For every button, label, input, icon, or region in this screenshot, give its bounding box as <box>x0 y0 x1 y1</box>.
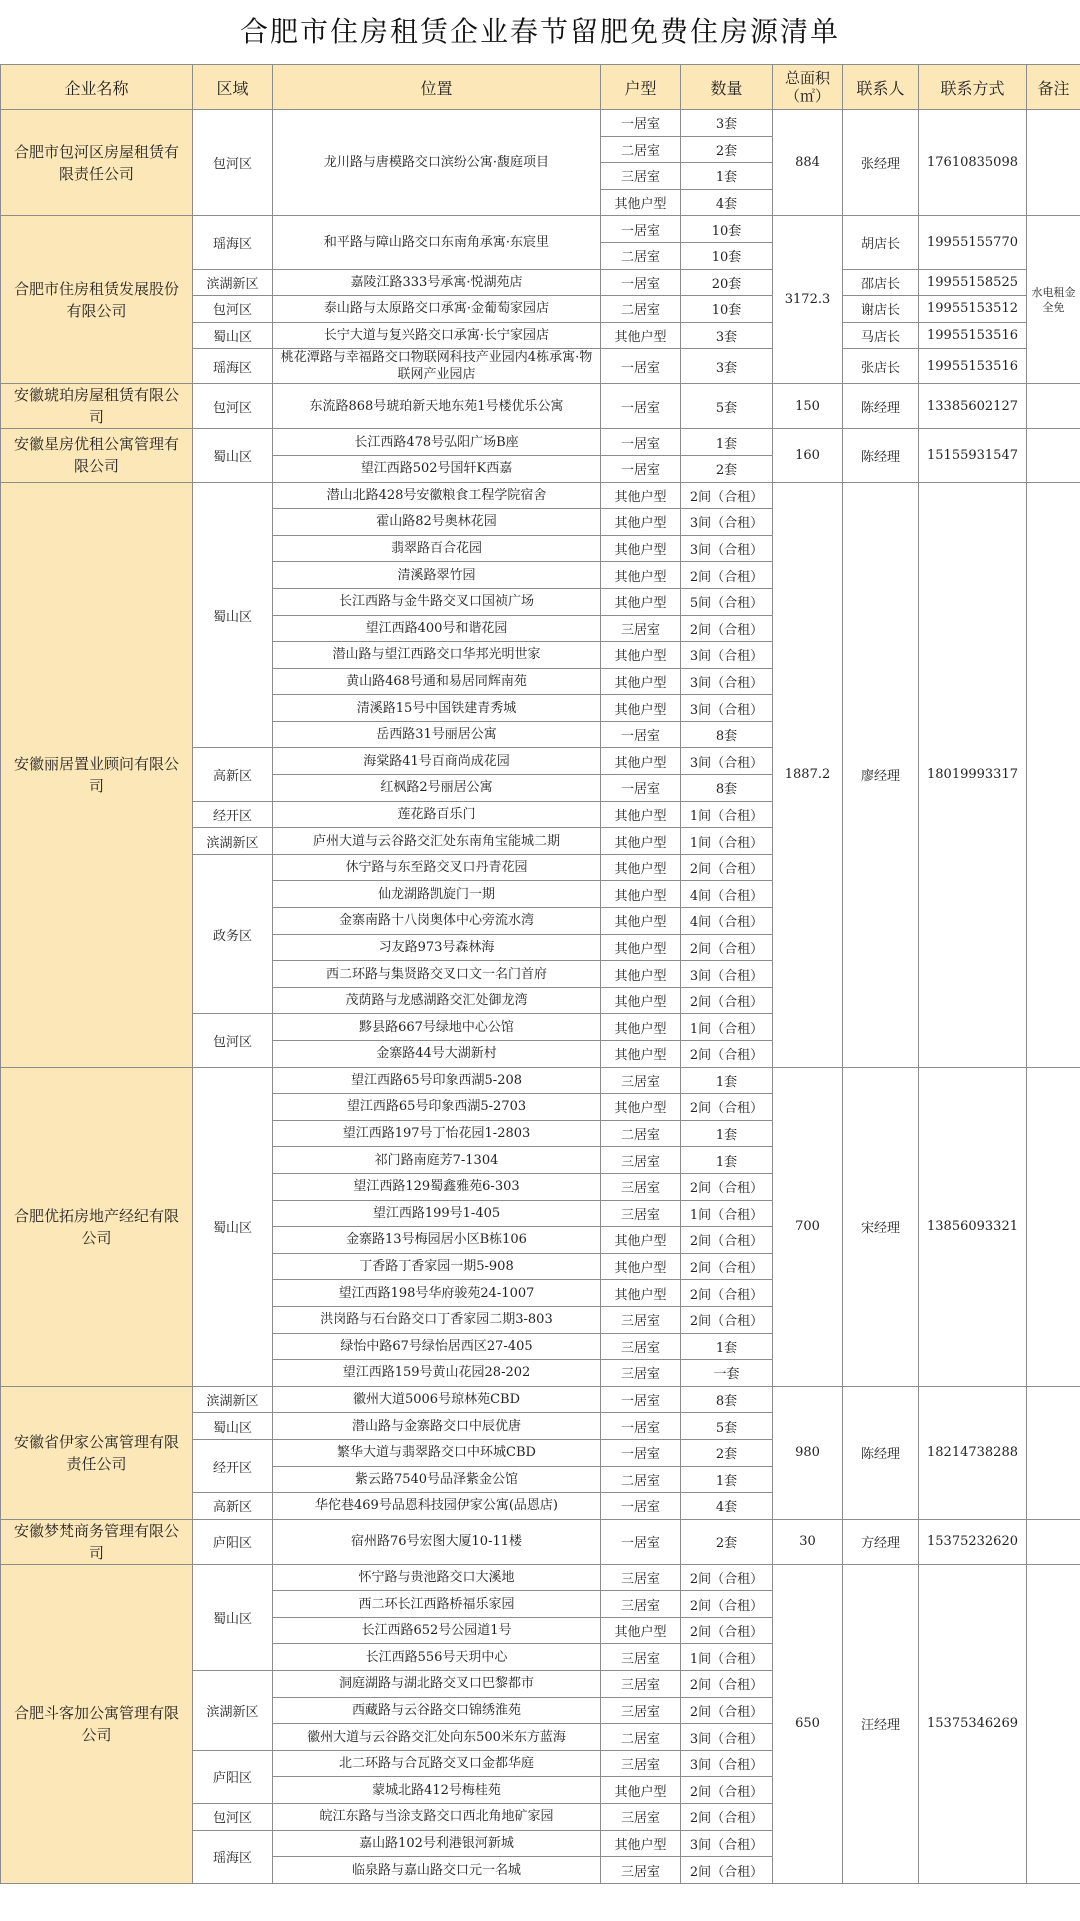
quantity-cell: 2间（合租） <box>681 1697 773 1724</box>
unit-type-cell: 三居室 <box>601 1067 681 1094</box>
phone-cell: 15155931547 <box>919 429 1027 482</box>
contact-cell: 陈经理 <box>843 384 919 429</box>
quantity-cell: 1套 <box>681 1147 773 1174</box>
unit-type-cell: 一居室 <box>601 1493 681 1520</box>
unit-type-cell: 二居室 <box>601 242 681 269</box>
unit-type-cell: 其他户型 <box>601 828 681 855</box>
quantity-cell: 1间（合租） <box>681 1014 773 1041</box>
phone-cell: 19955158525 <box>919 269 1027 296</box>
company-name: 合肥市包河区房屋租赁有限责任公司 <box>1 110 193 216</box>
quantity-cell: 1套 <box>681 1067 773 1094</box>
location-cell: 望江西路159号黄山花园28-202 <box>273 1360 601 1387</box>
contact-cell: 宋经理 <box>843 1067 919 1386</box>
unit-type-cell: 一居室 <box>601 216 681 243</box>
unit-type-cell: 其他户型 <box>601 1617 681 1644</box>
contact-cell: 谢店长 <box>843 296 919 323</box>
company-name: 安徽琥珀房屋租赁有限公司 <box>1 384 193 429</box>
unit-type-cell: 一居室 <box>601 1439 681 1466</box>
location-cell: 长宁大道与复兴路交口承寓·长宁家园店 <box>273 322 601 349</box>
table-row <box>1 1067 1080 1094</box>
unit-type-cell: 三居室 <box>601 1564 681 1591</box>
unit-type-cell: 其他户型 <box>601 854 681 881</box>
district-cell: 滨湖新区 <box>193 269 273 296</box>
unit-type-cell: 二居室 <box>601 1466 681 1493</box>
table-row <box>1 216 1080 243</box>
location-cell: 洞庭湖路与湖北路交叉口巴黎都市 <box>273 1671 601 1698</box>
location-cell: 繁华大道与翡翠路交口中环城CBD <box>273 1439 601 1466</box>
quantity-cell: 2间（合租） <box>681 1804 773 1831</box>
district-cell: 高新区 <box>193 748 273 801</box>
quantity-cell: 2间（合租） <box>681 1041 773 1068</box>
unit-type-cell: 其他户型 <box>601 1014 681 1041</box>
unit-type-cell: 一居室 <box>601 721 681 748</box>
quantity-cell: 2套 <box>681 1439 773 1466</box>
phone-cell: 18019993317 <box>919 482 1027 1067</box>
phone-cell: 15375346269 <box>919 1564 1027 1883</box>
header-phone: 联系方式 <box>919 65 1027 110</box>
phone-cell: 19955153512 <box>919 296 1027 323</box>
district-cell: 滨湖新区 <box>193 1671 273 1751</box>
note-cell <box>1027 1386 1080 1519</box>
total-area-cell: 700 <box>773 1067 843 1386</box>
location-cell: 望江西路65号印象西湖5-2703 <box>273 1094 601 1121</box>
table-row <box>1 1519 1080 1564</box>
quantity-cell: 3套 <box>681 110 773 137</box>
unit-type-cell: 其他户型 <box>601 801 681 828</box>
quantity-cell: 1间（合租） <box>681 1200 773 1227</box>
phone-cell: 15375232620 <box>919 1519 1027 1564</box>
quantity-cell: 2间（合租） <box>681 1306 773 1333</box>
note-cell: 水电租金全免 <box>1027 216 1080 384</box>
total-area-cell: 980 <box>773 1386 843 1519</box>
header-note: 备注 <box>1027 65 1080 110</box>
unit-type-cell: 一居室 <box>601 775 681 802</box>
unit-type-cell: 二居室 <box>601 1724 681 1751</box>
location-cell: 潜山北路428号安徽粮食工程学院宿舍 <box>273 482 601 509</box>
quantity-cell: 4套 <box>681 1493 773 1520</box>
quantity-cell: 2间（合租） <box>681 854 773 881</box>
unit-type-cell: 三居室 <box>601 1306 681 1333</box>
phone-cell: 13385602127 <box>919 384 1027 429</box>
location-cell: 泰山路与太原路交口承寓·金葡萄家园店 <box>273 296 601 323</box>
table-row <box>1 110 1080 137</box>
district-cell: 蜀山区 <box>193 482 273 748</box>
phone-cell: 13856093321 <box>919 1067 1027 1386</box>
unit-type-cell: 三居室 <box>601 1857 681 1884</box>
district-cell: 蜀山区 <box>193 1564 273 1670</box>
phone-cell: 17610835098 <box>919 110 1027 216</box>
quantity-cell: 2间（合租） <box>681 987 773 1014</box>
location-cell: 洪岗路与石台路交口丁香家园二期3-803 <box>273 1306 601 1333</box>
unit-type-cell: 其他户型 <box>601 1253 681 1280</box>
location-cell: 望江西路198号华府骏苑24-1007 <box>273 1280 601 1307</box>
quantity-cell: 1间（合租） <box>681 828 773 855</box>
location-cell: 翡翠路百合花园 <box>273 535 601 562</box>
quantity-cell: 1间（合租） <box>681 1644 773 1671</box>
unit-type-cell: 一居室 <box>601 1386 681 1413</box>
quantity-cell: 2间（合租） <box>681 1253 773 1280</box>
district-cell: 经开区 <box>193 1439 273 1492</box>
total-area-cell: 884 <box>773 110 843 216</box>
quantity-cell: 1套 <box>681 429 773 456</box>
location-cell: 丁香路丁香家园一期5-908 <box>273 1253 601 1280</box>
contact-cell: 马店长 <box>843 322 919 349</box>
location-cell: 红枫路2号丽居公寓 <box>273 775 601 802</box>
total-area-cell: 1887.2 <box>773 482 843 1067</box>
quantity-cell: 2间（合租） <box>681 934 773 961</box>
district-cell: 庐阳区 <box>193 1519 273 1564</box>
quantity-cell: 2间（合租） <box>681 482 773 509</box>
quantity-cell: 2间（合租） <box>681 1857 773 1884</box>
total-area-cell: 30 <box>773 1519 843 1564</box>
quantity-cell: 8套 <box>681 721 773 748</box>
district-cell: 包河区 <box>193 296 273 323</box>
contact-cell: 胡店长 <box>843 216 919 269</box>
location-cell: 紫云路7540号品泽紫金公馆 <box>273 1466 601 1493</box>
unit-type-cell: 一居室 <box>601 429 681 456</box>
location-cell: 望江西路502号国轩K西嘉 <box>273 455 601 482</box>
contact-cell: 陈经理 <box>843 429 919 482</box>
location-cell: 望江西路65号印象西湖5-208 <box>273 1067 601 1094</box>
unit-type-cell: 二居室 <box>601 296 681 323</box>
quantity-cell: 8套 <box>681 775 773 802</box>
phone-cell: 19955155770 <box>919 216 1027 269</box>
unit-type-cell: 其他户型 <box>601 189 681 216</box>
location-cell: 望江西路129蜀鑫雅苑6-303 <box>273 1173 601 1200</box>
location-cell: 长江西路556号天玥中心 <box>273 1644 601 1671</box>
contact-cell: 陈经理 <box>843 1386 919 1519</box>
header-contact: 联系人 <box>843 65 919 110</box>
location-cell: 休宁路与东至路交叉口丹青花园 <box>273 854 601 881</box>
quantity-cell: 4间（合租） <box>681 908 773 935</box>
note-cell <box>1027 1519 1080 1564</box>
header-company: 企业名称 <box>1 65 193 110</box>
district-cell: 瑶海区 <box>193 1830 273 1883</box>
quantity-cell: 3套 <box>681 349 773 384</box>
unit-type-cell: 三居室 <box>601 1671 681 1698</box>
quantity-cell: 10套 <box>681 216 773 243</box>
company-name: 合肥优拓房地产经纪有限公司 <box>1 1067 193 1386</box>
note-cell <box>1027 110 1080 216</box>
quantity-cell: 5套 <box>681 1413 773 1440</box>
total-area-cell: 150 <box>773 384 843 429</box>
quantity-cell: 3间（合租） <box>681 695 773 722</box>
quantity-cell: 3间（合租） <box>681 748 773 775</box>
unit-type-cell: 其他户型 <box>601 987 681 1014</box>
location-cell: 怀宁路与贵池路交口大溪地 <box>273 1564 601 1591</box>
district-cell: 包河区 <box>193 110 273 216</box>
quantity-cell: 1套 <box>681 1466 773 1493</box>
location-cell: 清溪路翠竹园 <box>273 562 601 589</box>
unit-type-cell: 其他户型 <box>601 509 681 536</box>
location-cell: 金寨路44号大湖新村 <box>273 1041 601 1068</box>
location-cell: 西藏路与云谷路交口锦绣淮苑 <box>273 1697 601 1724</box>
quantity-cell: 2间（合租） <box>681 1280 773 1307</box>
quantity-cell: 2间（合租） <box>681 1671 773 1698</box>
district-cell: 高新区 <box>193 1493 273 1520</box>
quantity-cell: 3间（合租） <box>681 1830 773 1857</box>
contact-cell: 张经理 <box>843 110 919 216</box>
company-name: 合肥斗客加公寓管理有限公司 <box>1 1564 193 1883</box>
table-row <box>1 1564 1080 1591</box>
district-cell: 经开区 <box>193 801 273 828</box>
total-area-cell: 3172.3 <box>773 216 843 384</box>
note-cell <box>1027 482 1080 1067</box>
quantity-cell: 2套 <box>681 136 773 163</box>
location-cell: 黟县路667号绿地中心公馆 <box>273 1014 601 1041</box>
location-cell: 嘉山路102号利港银河新城 <box>273 1830 601 1857</box>
contact-cell: 廖经理 <box>843 482 919 1067</box>
quantity-cell: 4套 <box>681 189 773 216</box>
phone-cell: 19955153516 <box>919 322 1027 349</box>
unit-type-cell: 三居室 <box>601 1804 681 1831</box>
unit-type-cell: 其他户型 <box>601 642 681 669</box>
quantity-cell: 2套 <box>681 1519 773 1564</box>
unit-type-cell: 三居室 <box>601 615 681 642</box>
quantity-cell: 1间（合租） <box>681 801 773 828</box>
unit-type-cell: 三居室 <box>601 1360 681 1387</box>
quantity-cell: 3间（合租） <box>681 509 773 536</box>
location-cell: 宿州路76号宏图大厦10-11楼 <box>273 1519 601 1564</box>
district-cell: 政务区 <box>193 854 273 1014</box>
district-cell: 庐阳区 <box>193 1750 273 1803</box>
unit-type-cell: 其他户型 <box>601 535 681 562</box>
unit-type-cell: 三居室 <box>601 1750 681 1777</box>
header-total-area: 总面积（㎡） <box>773 65 843 110</box>
location-cell: 茂荫路与龙感湖路交汇处御龙湾 <box>273 987 601 1014</box>
unit-type-cell: 一居室 <box>601 384 681 429</box>
district-cell: 蜀山区 <box>193 429 273 482</box>
quantity-cell: 2间（合租） <box>681 1617 773 1644</box>
note-cell <box>1027 1067 1080 1386</box>
location-cell: 西二环长江西路桥福乐家园 <box>273 1591 601 1618</box>
company-name: 安徽星房优租公寓管理有限公司 <box>1 429 193 482</box>
unit-type-cell: 其他户型 <box>601 1041 681 1068</box>
district-cell: 滨湖新区 <box>193 828 273 855</box>
quantity-cell: 10套 <box>681 242 773 269</box>
unit-type-cell: 其他户型 <box>601 1777 681 1804</box>
district-cell: 蜀山区 <box>193 322 273 349</box>
quantity-cell: 5套 <box>681 384 773 429</box>
location-cell: 徽州大道5006号琼林苑CBD <box>273 1386 601 1413</box>
note-cell <box>1027 384 1080 429</box>
district-cell: 包河区 <box>193 1804 273 1831</box>
district-cell: 包河区 <box>193 1014 273 1067</box>
quantity-cell: 3间（合租） <box>681 1750 773 1777</box>
header-district: 区域 <box>193 65 273 110</box>
quantity-cell: 4间（合租） <box>681 881 773 908</box>
header-type: 户型 <box>601 65 681 110</box>
location-cell: 潜山路与金寨路交口中辰优唐 <box>273 1413 601 1440</box>
company-name: 安徽梦梵商务管理有限公司 <box>1 1519 193 1564</box>
unit-type-cell: 其他户型 <box>601 322 681 349</box>
location-cell: 霍山路82号奥林花园 <box>273 509 601 536</box>
header-location: 位置 <box>273 65 601 110</box>
table-row <box>1 384 1080 429</box>
unit-type-cell: 其他户型 <box>601 881 681 908</box>
quantity-cell: 2套 <box>681 455 773 482</box>
location-cell: 望江西路197号丁怡花园1-2803 <box>273 1120 601 1147</box>
unit-type-cell: 一居室 <box>601 1519 681 1564</box>
location-cell: 黄山路468号通和易居同辉南苑 <box>273 668 601 695</box>
company-name: 安徽省伊家公寓管理有限责任公司 <box>1 1386 193 1519</box>
location-cell: 华佗巷469号品恩科技园伊家公寓(品恩店) <box>273 1493 601 1520</box>
quantity-cell: 3间（合租） <box>681 1724 773 1751</box>
unit-type-cell: 其他户型 <box>601 934 681 961</box>
unit-type-cell: 其他户型 <box>601 1227 681 1254</box>
quantity-cell: 2间（合租） <box>681 1777 773 1804</box>
quantity-cell: 3套 <box>681 322 773 349</box>
quantity-cell: 2间（合租） <box>681 1591 773 1618</box>
table-row <box>1 482 1080 509</box>
quantity-cell: 3间（合租） <box>681 668 773 695</box>
district-cell: 瑶海区 <box>193 216 273 269</box>
quantity-cell: 2间（合租） <box>681 562 773 589</box>
page-title: 合肥市住房租赁企业春节留肥免费住房源清单 <box>239 15 840 48</box>
unit-type-cell: 三居室 <box>601 1591 681 1618</box>
unit-type-cell: 三居室 <box>601 1333 681 1360</box>
quantity-cell: 20套 <box>681 269 773 296</box>
quantity-cell: 一套 <box>681 1360 773 1387</box>
quantity-cell: 2间（合租） <box>681 1564 773 1591</box>
unit-type-cell: 一居室 <box>601 110 681 137</box>
total-area-cell: 160 <box>773 429 843 482</box>
location-cell: 长江西路与金牛路交叉口国祯广场 <box>273 588 601 615</box>
unit-type-cell: 三居室 <box>601 1173 681 1200</box>
unit-type-cell: 三居室 <box>601 1200 681 1227</box>
location-cell: 东流路868号琥珀新天地东苑1号楼优乐公寓 <box>273 384 601 429</box>
unit-type-cell: 其他户型 <box>601 562 681 589</box>
unit-type-cell: 其他户型 <box>601 1830 681 1857</box>
location-cell: 长江西路478号弘阳广场B座 <box>273 429 601 456</box>
district-cell: 滨湖新区 <box>193 1386 273 1413</box>
header-row <box>1 65 1080 110</box>
unit-type-cell: 其他户型 <box>601 908 681 935</box>
quantity-cell: 5间（合租） <box>681 588 773 615</box>
quantity-cell: 3间（合租） <box>681 535 773 562</box>
location-cell: 潜山路与望江西路交口华邦光明世家 <box>273 642 601 669</box>
quantity-cell: 3间（合租） <box>681 642 773 669</box>
unit-type-cell: 其他户型 <box>601 748 681 775</box>
location-cell: 徽州大道与云谷路交汇处向东500米东方蓝海 <box>273 1724 601 1751</box>
total-area-cell: 650 <box>773 1564 843 1883</box>
unit-type-cell: 一居室 <box>601 349 681 384</box>
quantity-cell: 2间（合租） <box>681 1173 773 1200</box>
location-cell: 龙川路与唐模路交口滨纷公寓·馥庭项目 <box>273 110 601 216</box>
district-cell: 瑶海区 <box>193 349 273 384</box>
location-cell: 习友路973号森林海 <box>273 934 601 961</box>
unit-type-cell: 其他户型 <box>601 695 681 722</box>
quantity-cell: 2间（合租） <box>681 1094 773 1121</box>
quantity-cell: 3间（合租） <box>681 961 773 988</box>
location-cell: 庐州大道与云谷路交汇处东南角宝能城二期 <box>273 828 601 855</box>
district-cell: 包河区 <box>193 384 273 429</box>
unit-type-cell: 其他户型 <box>601 961 681 988</box>
unit-type-cell: 一居室 <box>601 455 681 482</box>
contact-cell: 邵店长 <box>843 269 919 296</box>
unit-type-cell: 其他户型 <box>601 1094 681 1121</box>
quantity-cell: 1套 <box>681 163 773 190</box>
quantity-cell: 8套 <box>681 1386 773 1413</box>
location-cell: 和平路与障山路交口东南角承寓·东宸里 <box>273 216 601 269</box>
quantity-cell: 2间（合租） <box>681 1227 773 1254</box>
unit-type-cell: 二居室 <box>601 136 681 163</box>
location-cell: 蒙城北路412号梅桂苑 <box>273 1777 601 1804</box>
note-cell <box>1027 429 1080 482</box>
location-cell: 海棠路41号百商尚成花园 <box>273 748 601 775</box>
contact-cell: 方经理 <box>843 1519 919 1564</box>
location-cell: 绿怡中路67号绿怡居西区27-405 <box>273 1333 601 1360</box>
quantity-cell: 1套 <box>681 1333 773 1360</box>
location-cell: 莲花路百乐门 <box>273 801 601 828</box>
table-row <box>1 429 1080 456</box>
unit-type-cell: 三居室 <box>601 1147 681 1174</box>
unit-type-cell: 其他户型 <box>601 482 681 509</box>
location-cell: 金寨南路十八岗奥体中心旁流水湾 <box>273 908 601 935</box>
location-cell: 临泉路与嘉山路交口元一名城 <box>273 1857 601 1884</box>
contact-cell: 汪经理 <box>843 1564 919 1883</box>
location-cell: 望江西路199号1-405 <box>273 1200 601 1227</box>
location-cell: 嘉陵江路333号承寓·悦湖苑店 <box>273 269 601 296</box>
district-cell: 蜀山区 <box>193 1067 273 1386</box>
location-cell: 西二环路与集贤路交叉口文一名门首府 <box>273 961 601 988</box>
unit-type-cell: 三居室 <box>601 163 681 190</box>
quantity-cell: 1套 <box>681 1120 773 1147</box>
location-cell: 望江西路400号和谐花园 <box>273 615 601 642</box>
contact-cell: 张店长 <box>843 349 919 384</box>
unit-type-cell: 三居室 <box>601 1644 681 1671</box>
location-cell: 桃花潭路与幸福路交口物联网科技产业园内4栋承寓·物联网产业园店 <box>273 349 601 384</box>
quantity-cell: 10套 <box>681 296 773 323</box>
location-cell: 岳西路31号丽居公寓 <box>273 721 601 748</box>
unit-type-cell: 一居室 <box>601 1413 681 1440</box>
company-name: 合肥市住房租赁发展股份有限公司 <box>1 216 193 384</box>
district-cell: 蜀山区 <box>193 1413 273 1440</box>
phone-cell: 18214738288 <box>919 1386 1027 1519</box>
location-cell: 祁门路南庭芳7-1304 <box>273 1147 601 1174</box>
table-row <box>1 1386 1080 1413</box>
unit-type-cell: 一居室 <box>601 269 681 296</box>
location-cell: 北二环路与合瓦路交叉口金都华庭 <box>273 1750 601 1777</box>
location-cell: 仙龙湖路凯旋门一期 <box>273 881 601 908</box>
location-cell: 金寨路13号梅园居小区B栋106 <box>273 1227 601 1254</box>
unit-type-cell: 二居室 <box>601 1120 681 1147</box>
housing-table <box>0 64 1080 1884</box>
unit-type-cell: 其他户型 <box>601 668 681 695</box>
note-cell <box>1027 1564 1080 1883</box>
location-cell: 清溪路15号中国铁建青秀城 <box>273 695 601 722</box>
unit-type-cell: 三居室 <box>601 1697 681 1724</box>
location-cell: 长江西路652号公园道1号 <box>273 1617 601 1644</box>
unit-type-cell: 其他户型 <box>601 588 681 615</box>
phone-cell: 19955153516 <box>919 349 1027 384</box>
location-cell: 皖江东路与当涂支路交口西北角地矿家园 <box>273 1804 601 1831</box>
company-name: 安徽丽居置业顾问有限公司 <box>1 482 193 1067</box>
unit-type-cell: 其他户型 <box>601 1280 681 1307</box>
header-quantity: 数量 <box>681 65 773 110</box>
quantity-cell: 2间（合租） <box>681 615 773 642</box>
